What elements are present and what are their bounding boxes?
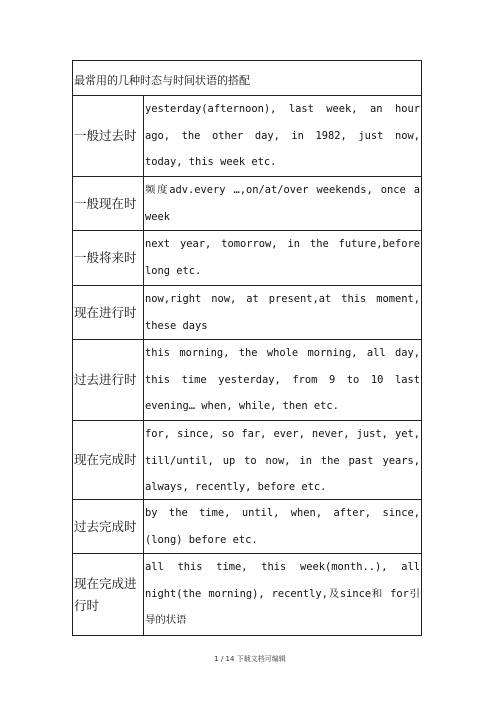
- table-row: [72, 499, 422, 553]
- table-right-border: [421, 60, 422, 95]
- usage-cell: this morning, the whole morning, all day, this time yesterday, from 9 to 10 last evening… when, while, then etc.: [144, 340, 422, 420]
- tense-cell: 一般现在时: [72, 177, 144, 230]
- table-left-border: [72, 60, 73, 95]
- tense-table: [72, 95, 422, 636]
- usage-cell: 频度adv.every …,on/at/over weekends, once a week: [144, 177, 422, 230]
- table-top-rule: [72, 60, 422, 61]
- table-row: [72, 95, 422, 176]
- table-row: [72, 339, 422, 420]
- usage-cell: next year, tomorrow, in the future,before long etc.: [144, 231, 422, 285]
- table-row: [72, 553, 422, 636]
- usage-cell: for, since, so far, ever, never, just, yet, till/until, up to now, in the past years, always, recently, before etc.: [144, 421, 422, 499]
- tense-cell: 一般过去时: [72, 96, 144, 176]
- table-title: 最常用的几种时态与时间状语的搭配: [74, 74, 250, 87]
- tense-cell: 现在进行时: [72, 286, 144, 339]
- tense-cell: 一般将来时: [72, 231, 144, 285]
- tense-cell: 现在完成进行时: [72, 554, 144, 635]
- tense-cell: 过去完成时: [72, 500, 144, 553]
- usage-cell: now,right now, at present,at this moment, these days: [144, 286, 422, 339]
- usage-cell: all this time, this week(month..), all night(the morning), recently,及since和 for引导的状语: [144, 554, 422, 635]
- table-row: [72, 230, 422, 285]
- usage-cell: yesterday(afternoon), last week, an hour ago, the other day, in 1982, just now, today, this week etc.: [144, 96, 422, 176]
- usage-cell: by the time, until, when, after, since, (long) before etc.: [144, 500, 422, 553]
- tense-cell: 过去进行时: [72, 340, 144, 420]
- tense-cell: 现在完成时: [72, 421, 144, 499]
- table-row: [72, 420, 422, 499]
- table-row: [72, 176, 422, 230]
- table-row: [72, 285, 422, 339]
- page-footer: 1 / 14 下载文档可编辑: [214, 655, 286, 663]
